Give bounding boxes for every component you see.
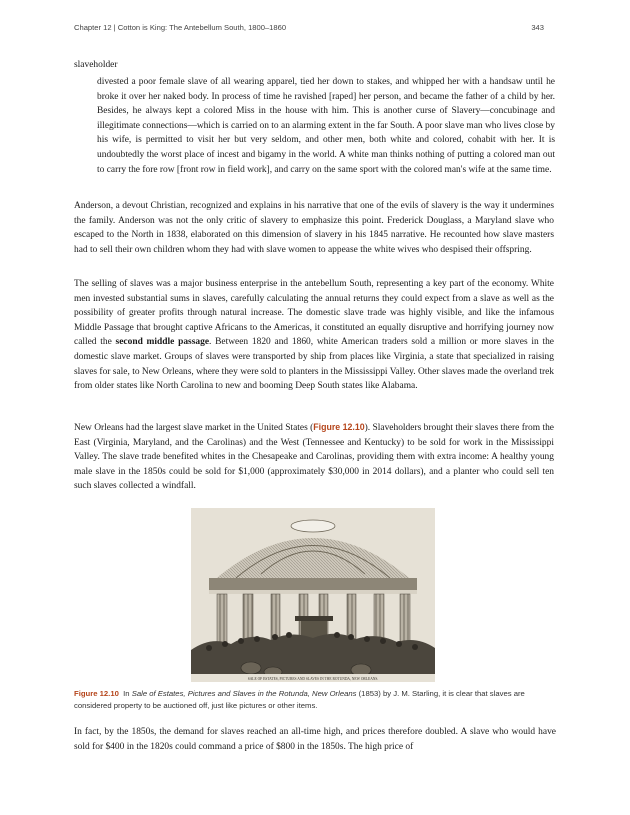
- paragraph-slave-trade: [74, 277, 554, 394]
- key-term-second-middle-passage: second middle passage: [115, 337, 210, 348]
- paragraph-text: . Between 1820 and 1860, white American traders sold a million or more slaves in the domestic slave market. Groups of slaves were transported by ship from places like Virginia, a state that specialized in raising slaves for sale, to New Orleans, where they were sold to planters in the Mississippi Valley. Other slaves made the overland trek from older states like North Carolina to new and booming Deep South states like Alabama.: [74, 337, 554, 392]
- caption-text: In: [123, 689, 132, 698]
- chapter-title: Chapter 12 | Cotton is King: The Antebellum South, 1800–1860: [74, 23, 287, 32]
- paragraph-anderson: Anderson, a devout Christian, recognized and explains in his narrative that one of the evils of slavery is the way it undermines the family. Anderson was not the only critic of slavery to emphasize this point. Frederick Douglass, a Maryland slave who escaped to the North in 1838, elaborated on this dimension of slavery in his 1845 narrative. He recounted how slave masters had to sell their own children whom they had with slave women to appease the white wives who despised their offspring.: [74, 201, 554, 255]
- paragraph-text: New Orleans had the largest slave market in the United States (: [74, 423, 314, 433]
- artwork-title: Sale of Estates, Pictures and Slaves in the Rotunda, New Orleans: [131, 689, 357, 698]
- caption-text: (1853) by J. M. Starling, it is clear that slaves are considered property to be auctioned off, just like pictures or other items.: [74, 689, 525, 710]
- paragraph-text: The selling of slaves was a major business enterprise in the antebellum South, representing a key part of the economy. White men invested substantial sums in slaves, carefully calculating the annual returns they could expect from a slave as well as the possibility of greater profits through natural increase. The domestic slave trade was highly visible, and like the infamous Middle Passage that brought captive Africans to the Americas, it constituted an equally disruptive and horrifying journey now called the: [74, 279, 554, 348]
- figure-label: Figure 12.10: [74, 689, 119, 698]
- page-number: 343: [531, 23, 544, 32]
- figure-engraving: [191, 508, 435, 682]
- rotunda-engraving-image: [191, 508, 435, 682]
- glossary-term: slaveholder: [74, 60, 118, 70]
- paragraph-prices: In fact, by the 1850s, the demand for slaves reached an all-time high, and prices therefore doubled. A slave who would have sold for $400 in the 1820s could command a price of $800 in the 1850s. The high price of: [74, 727, 556, 752]
- paragraph-text: ). Slaveholders brought their slaves there from the East (Virginia, Maryland, and the Carolinas) and the West (Tennessee and Kentucky) to be sold for work in the Mississippi Valley. The slave trade benefited whites in the Chesapeake and Carolinas, providing them with extra income: A healthy young male slave in the 1850s could be sold for $1,000 (approximately $30,000 in 2014 dollars), and a planter who could sell ten such slaves collected a windfall.: [74, 423, 554, 492]
- figure-reference-link[interactable]: Figure 12.10: [313, 422, 365, 432]
- paragraph-new-orleans: [74, 420, 554, 494]
- page-header: [74, 23, 544, 35]
- figure-caption: [74, 688, 556, 711]
- engraving-caption-text: SALE OF ESTATES, PICTURES AND SLAVES IN THE ROTUNDA, NEW ORLEANS.: [247, 677, 379, 681]
- block-quote: divested a poor female slave of all wearing apparel, tied her down to stakes, and whipped her with a handsaw until he broke it over her naked body. In process of time he ravished [raped] her person, and became the father of a child by her. Besides, he always kept a colored Miss in the house with him. This is another curse of Slavery—concubinage and illegitimate connections—which is carried on to an alarming extent in the far South. A poor slave man who lives close by his wife, is permitted to visit her but very seldom, and other men, both white and colored, cohabit with her. It is undoubtedly the worst place of incest and bigamy in the world. A white man thinks nothing of putting a colored man out to carry the fore row [front row in field work], and carry on the same sport with the colored man's wife at the same time.: [97, 77, 555, 175]
